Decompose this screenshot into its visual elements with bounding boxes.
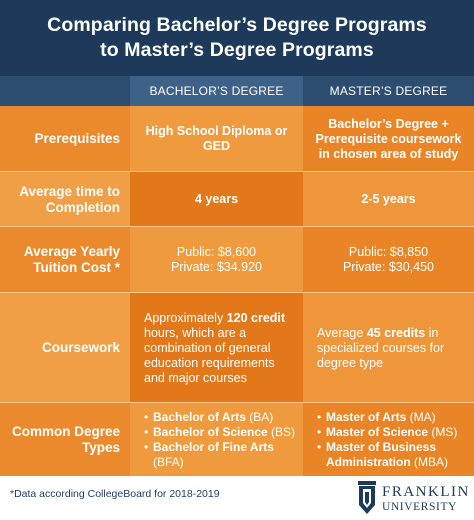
list-item: • Bachelor of Science (BS): [144, 425, 297, 440]
infographic-header: [0, 0, 474, 76]
master-cell: Bachelor’s Degree + Prerequisite coursework in chosen area of study: [303, 106, 474, 172]
bachelor-private-tuition: Private: $34.920: [170, 260, 263, 274]
column-header-blank: [0, 76, 130, 106]
row-label: Coursework: [0, 293, 130, 403]
list-item: • Master of Arts (MA): [317, 410, 468, 425]
footer: [0, 476, 474, 520]
title-line-2: to Master’s Degree Programs: [100, 39, 374, 61]
bachelor-cell: 4 years: [130, 172, 303, 227]
master-cell: 2-5 years: [303, 172, 474, 227]
master-public-tuition: Public: $8,850: [348, 245, 429, 259]
logo-text-university: UNIVERSITY: [382, 501, 457, 513]
list-item: • Master of Science (MS): [317, 425, 468, 440]
list-item: • Bachelor of Fine Arts (BFA): [144, 440, 297, 470]
coursework-credits: 45 credits: [366, 325, 426, 340]
bachelor-degree-list: [144, 410, 297, 470]
coursework-credits: 120 credit: [226, 310, 286, 325]
bachelor-cell: [130, 403, 303, 476]
row-label: Average Yearly Tuition Cost *: [0, 227, 130, 293]
row-label: Average time to Completion: [0, 172, 130, 227]
shield-logo-icon: [356, 481, 378, 515]
master-cell: [303, 227, 474, 293]
column-header-master: MASTER’S DEGREE: [303, 76, 474, 106]
title-line-1: Comparing Bachelor’s Degree Programs: [47, 14, 427, 36]
row-coursework: [0, 293, 474, 403]
coursework-text: Average: [317, 325, 367, 340]
bachelor-cell: [130, 227, 303, 293]
bachelor-cell: [130, 293, 303, 403]
row-label: Prerequisites: [0, 106, 130, 172]
bachelor-cell: High School Diploma or GED: [130, 106, 303, 172]
bachelor-public-tuition: Public: $8,600: [176, 245, 257, 259]
logo-text-franklin: FRANKLIN: [382, 484, 470, 500]
row-tuition: [0, 227, 474, 293]
master-cell: [303, 403, 474, 476]
row-label: Common Degree Types: [0, 403, 130, 476]
coursework-text: in specialized courses for degree type: [317, 325, 445, 370]
coursework-text: Approximately: [144, 310, 227, 325]
franklin-university-logo: [356, 481, 468, 517]
data-source-note: *Data according CollegeBoard for 2018-2019: [10, 488, 220, 500]
row-prerequisites: [0, 106, 474, 172]
master-cell: [303, 293, 474, 403]
row-degree-types: [0, 403, 474, 476]
row-time-to-completion: [0, 172, 474, 227]
column-header-bachelor: BACHELOR’S DEGREE: [130, 76, 303, 106]
list-item: • Bachelor of Arts (BA): [144, 410, 297, 425]
list-item: • Master of Business Administration (MBA): [317, 440, 468, 470]
master-private-tuition: Private: $30,450: [342, 260, 435, 274]
coursework-text: hours, which are a combination of general education requirements and major courses: [144, 325, 275, 385]
master-degree-list: [317, 410, 468, 470]
